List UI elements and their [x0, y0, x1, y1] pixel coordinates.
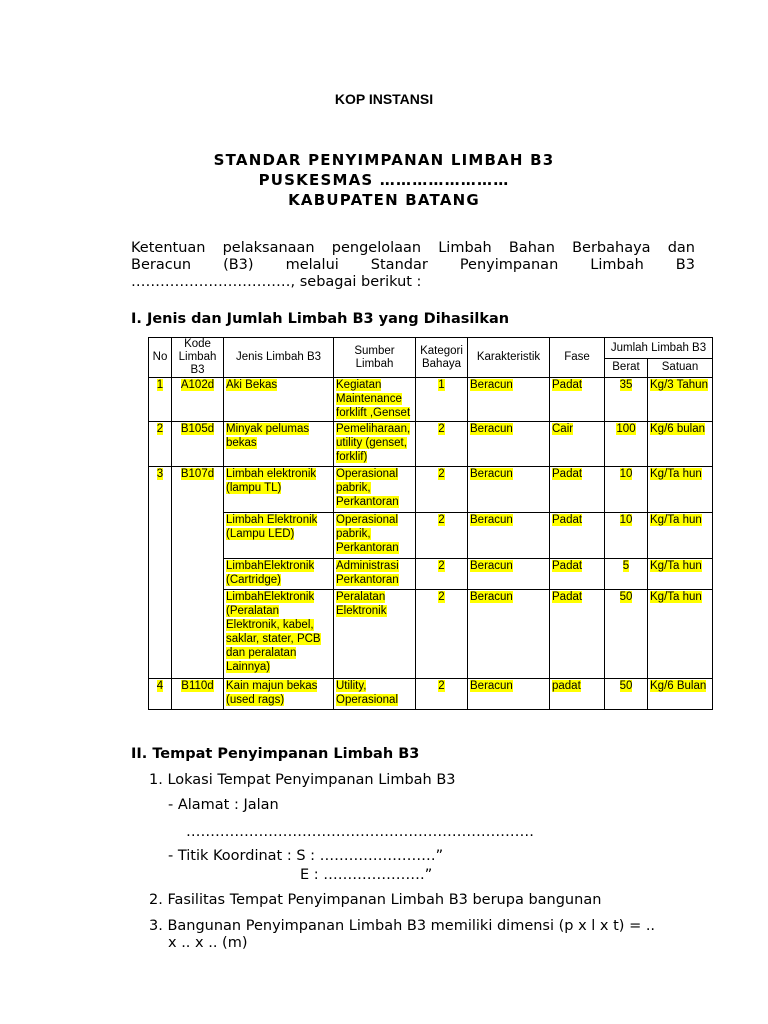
cell-text: Padat [552, 560, 583, 572]
cell-kode [172, 422, 224, 467]
intro-paragraph [131, 240, 695, 291]
cell-sumber [334, 559, 416, 590]
cell-text: 4 [156, 680, 164, 692]
cell-text: Kg/6 bulan [650, 423, 705, 435]
cell-kategori [416, 513, 468, 559]
cell-no [149, 513, 172, 559]
alamat-dots: ……………………………………………………………… [186, 824, 534, 840]
cell-text: Aki Bekas [226, 379, 278, 391]
cell-text: 100 [616, 423, 636, 435]
cell-text: Operasional pabrik, Perkantoran [336, 514, 399, 554]
cell-karakteristik [468, 679, 550, 710]
doc-title-line1: STANDAR PENYIMPANAN LIMBAH B3 [213, 151, 555, 169]
header-jumlah: Jumlah Limbah B3 [605, 338, 713, 359]
kop-instansi: KOP INSTANSI [334, 91, 434, 107]
cell-fase [550, 378, 605, 422]
intro-word: Penyimpanan [459, 257, 559, 273]
cell-satuan [648, 422, 713, 467]
header-sumber: Sumber Limbah [334, 338, 416, 378]
cell-kode [172, 559, 224, 590]
cell-sumber [334, 590, 416, 679]
header-karakteristik: Karakteristik [468, 338, 550, 378]
cell-fase [550, 590, 605, 679]
cell-berat [605, 422, 648, 467]
cell-satuan [648, 590, 713, 679]
cell-text: Operasional pabrik, Perkantoran [336, 468, 399, 508]
item-dimensi-line2: x .. x .. (m) [168, 935, 248, 951]
cell-text: Beracun [470, 468, 513, 480]
intro-line-2 [131, 257, 695, 274]
cell-text: Kegiatan Maintenance forklift ,Genset [336, 379, 411, 419]
cell-jenis [224, 679, 334, 710]
cell-text: 2 [438, 680, 445, 692]
cell-text: padat [552, 680, 581, 692]
section-2-heading: II. Tempat Penyimpanan Limbah B3 [131, 746, 420, 762]
cell-text: B105d [180, 423, 215, 435]
cell-no [149, 590, 172, 679]
cell-text: 2 [156, 423, 164, 435]
cell-text: Kg/Ta hun [650, 560, 702, 572]
header-satuan: Satuan [648, 358, 713, 377]
cell-text: 1 [438, 379, 445, 391]
intro-word: Bahan [508, 240, 555, 256]
cell-sumber [334, 513, 416, 559]
cell-text: Cair [552, 423, 574, 435]
intro-word: (B3) [223, 257, 254, 273]
header-berat: Berat [605, 358, 648, 377]
cell-sumber [334, 422, 416, 467]
cell-kategori [416, 378, 468, 422]
cell-kategori [416, 679, 468, 710]
cell-text: Padat [552, 468, 583, 480]
titik-koordinat: - Titik Koordinat : S : ……………………” [168, 848, 444, 864]
cell-berat [605, 679, 648, 710]
cell-satuan [648, 559, 713, 590]
cell-karakteristik [468, 590, 550, 679]
cell-satuan [648, 513, 713, 559]
intro-word: pelaksanaan [222, 240, 315, 256]
cell-berat [605, 559, 648, 590]
doc-title-line3: KABUPATEN BATANG [288, 191, 480, 209]
item-fasilitas: 2. Fasilitas Tempat Penyimpanan Limbah B3 berupa bangunan [149, 892, 602, 908]
cell-text: Beracun [470, 514, 513, 526]
cell-jenis [224, 378, 334, 422]
cell-text: Kg/Ta hun [650, 468, 702, 480]
cell-text: 2 [438, 514, 445, 526]
cell-text: Beracun [470, 560, 513, 572]
cell-karakteristik [468, 422, 550, 467]
intro-word: Limbah [590, 257, 644, 273]
cell-kode [172, 679, 224, 710]
cell-text: Kain majun bekas (used rags) [226, 680, 318, 706]
cell-satuan [648, 378, 713, 422]
cell-text: A102d [180, 379, 215, 391]
cell-text: Beracun [470, 379, 513, 391]
header-jenis: Jenis Limbah B3 [224, 338, 334, 378]
cell-kategori [416, 467, 468, 513]
cell-text: 10 [619, 468, 633, 480]
cell-text: Padat [552, 591, 583, 603]
cell-text: 3 [156, 468, 164, 480]
cell-no [149, 378, 172, 422]
intro-word: Beracun [131, 257, 192, 273]
header-fase: Fase [550, 338, 605, 378]
cell-satuan [648, 679, 713, 710]
header-no: No [149, 338, 172, 378]
cell-no [149, 679, 172, 710]
cell-sumber [334, 679, 416, 710]
cell-fase [550, 679, 605, 710]
cell-text: Beracun [470, 591, 513, 603]
cell-jenis [224, 513, 334, 559]
cell-text: Utility, Operasional [336, 680, 399, 706]
cell-text: 10 [619, 514, 633, 526]
intro-line-3: ……………………………, sebagai berikut : [131, 274, 422, 290]
table-row [149, 559, 713, 590]
cell-jenis [224, 467, 334, 513]
intro-word: Limbah [438, 240, 492, 256]
cell-fase [550, 513, 605, 559]
cell-text: Kg/Ta hun [650, 591, 702, 603]
cell-text: 50 [619, 591, 633, 603]
limbah-table [148, 337, 713, 710]
cell-kode [172, 378, 224, 422]
table-row [149, 422, 713, 467]
cell-berat [605, 590, 648, 679]
cell-text: Beracun [470, 423, 513, 435]
cell-text: Kg/3 Tahun [650, 379, 708, 391]
intro-word: Berbahaya [572, 240, 651, 256]
cell-no [149, 422, 172, 467]
cell-kategori [416, 559, 468, 590]
cell-text: 50 [619, 680, 633, 692]
cell-text: 35 [619, 379, 633, 391]
cell-sumber [334, 467, 416, 513]
cell-berat [605, 513, 648, 559]
cell-jenis [224, 422, 334, 467]
cell-berat [605, 378, 648, 422]
doc-title-line2: PUSKESMAS …………………… [258, 171, 510, 189]
cell-text: Padat [552, 379, 583, 391]
cell-text: LimbahElektronik (Cartridge) [226, 560, 315, 586]
intro-word: Ketentuan [131, 240, 206, 256]
intro-word: B3 [675, 257, 695, 273]
cell-kategori [416, 422, 468, 467]
cell-berat [605, 467, 648, 513]
cell-kode [172, 590, 224, 679]
table-row [149, 467, 713, 513]
cell-text: B107d [180, 468, 215, 480]
cell-sumber [334, 378, 416, 422]
header-kode: Kode Limbah B3 [172, 338, 224, 378]
intro-word: melalui [285, 257, 339, 273]
cell-fase [550, 422, 605, 467]
cell-text: 2 [438, 560, 445, 572]
cell-text: 2 [438, 423, 445, 435]
header-kategori: Kategori Bahaya [416, 338, 468, 378]
cell-jenis [224, 590, 334, 679]
cell-karakteristik [468, 467, 550, 513]
cell-no [149, 467, 172, 513]
cell-text: Pemeliharaan, utility (genset, forklif) [336, 423, 411, 463]
cell-karakteristik [468, 513, 550, 559]
cell-fase [550, 559, 605, 590]
cell-text: Minyak pelumas bekas [226, 423, 310, 449]
cell-no [149, 559, 172, 590]
table-row [149, 513, 713, 559]
section-1-heading: I. Jenis dan Jumlah Limbah B3 yang Dihasilkan [131, 311, 510, 327]
cell-text: Kg/6 Bulan [650, 680, 707, 692]
cell-jenis [224, 559, 334, 590]
cell-satuan [648, 467, 713, 513]
cell-kode [172, 467, 224, 513]
cell-karakteristik [468, 378, 550, 422]
cell-fase [550, 467, 605, 513]
cell-text: Limbah Elektronik (Lampu LED) [226, 514, 318, 540]
cell-text: 1 [156, 379, 164, 391]
table-row [149, 378, 713, 422]
cell-text: LimbahElektronik (Peralatan Elektronik, kabel, saklar, stater, PCB dan peralatan Lainnya) [226, 591, 321, 673]
cell-text: 5 [622, 560, 630, 572]
cell-text: 2 [438, 468, 445, 480]
cell-kategori [416, 590, 468, 679]
cell-text: Kg/Ta hun [650, 514, 702, 526]
intro-word: dan [667, 240, 695, 256]
cell-text: Peralatan Elektronik [336, 591, 387, 617]
cell-text: 2 [438, 591, 445, 603]
cell-text: Beracun [470, 680, 513, 692]
cell-text: Padat [552, 514, 583, 526]
table-row [149, 590, 713, 679]
cell-kode [172, 513, 224, 559]
cell-karakteristik [468, 559, 550, 590]
item-dimensi-line1: 3. Bangunan Penyimpanan Limbah B3 memiliki dimensi (p x l x t) = .. [149, 918, 656, 934]
alamat-label: - Alamat : Jalan [168, 797, 279, 813]
cell-text: Administrasi Perkantoran [336, 560, 399, 586]
table-row [149, 679, 713, 710]
cell-text: Limbah elektronik (lampu TL) [226, 468, 317, 494]
koordinat-e: E : …………………” [300, 867, 433, 883]
item-lokasi: 1. Lokasi Tempat Penyimpanan Limbah B3 [149, 772, 456, 788]
intro-line-1 [131, 240, 695, 257]
intro-word: Standar [370, 257, 428, 273]
cell-text: B110d [181, 680, 214, 692]
intro-word: pengelolaan [331, 240, 422, 256]
